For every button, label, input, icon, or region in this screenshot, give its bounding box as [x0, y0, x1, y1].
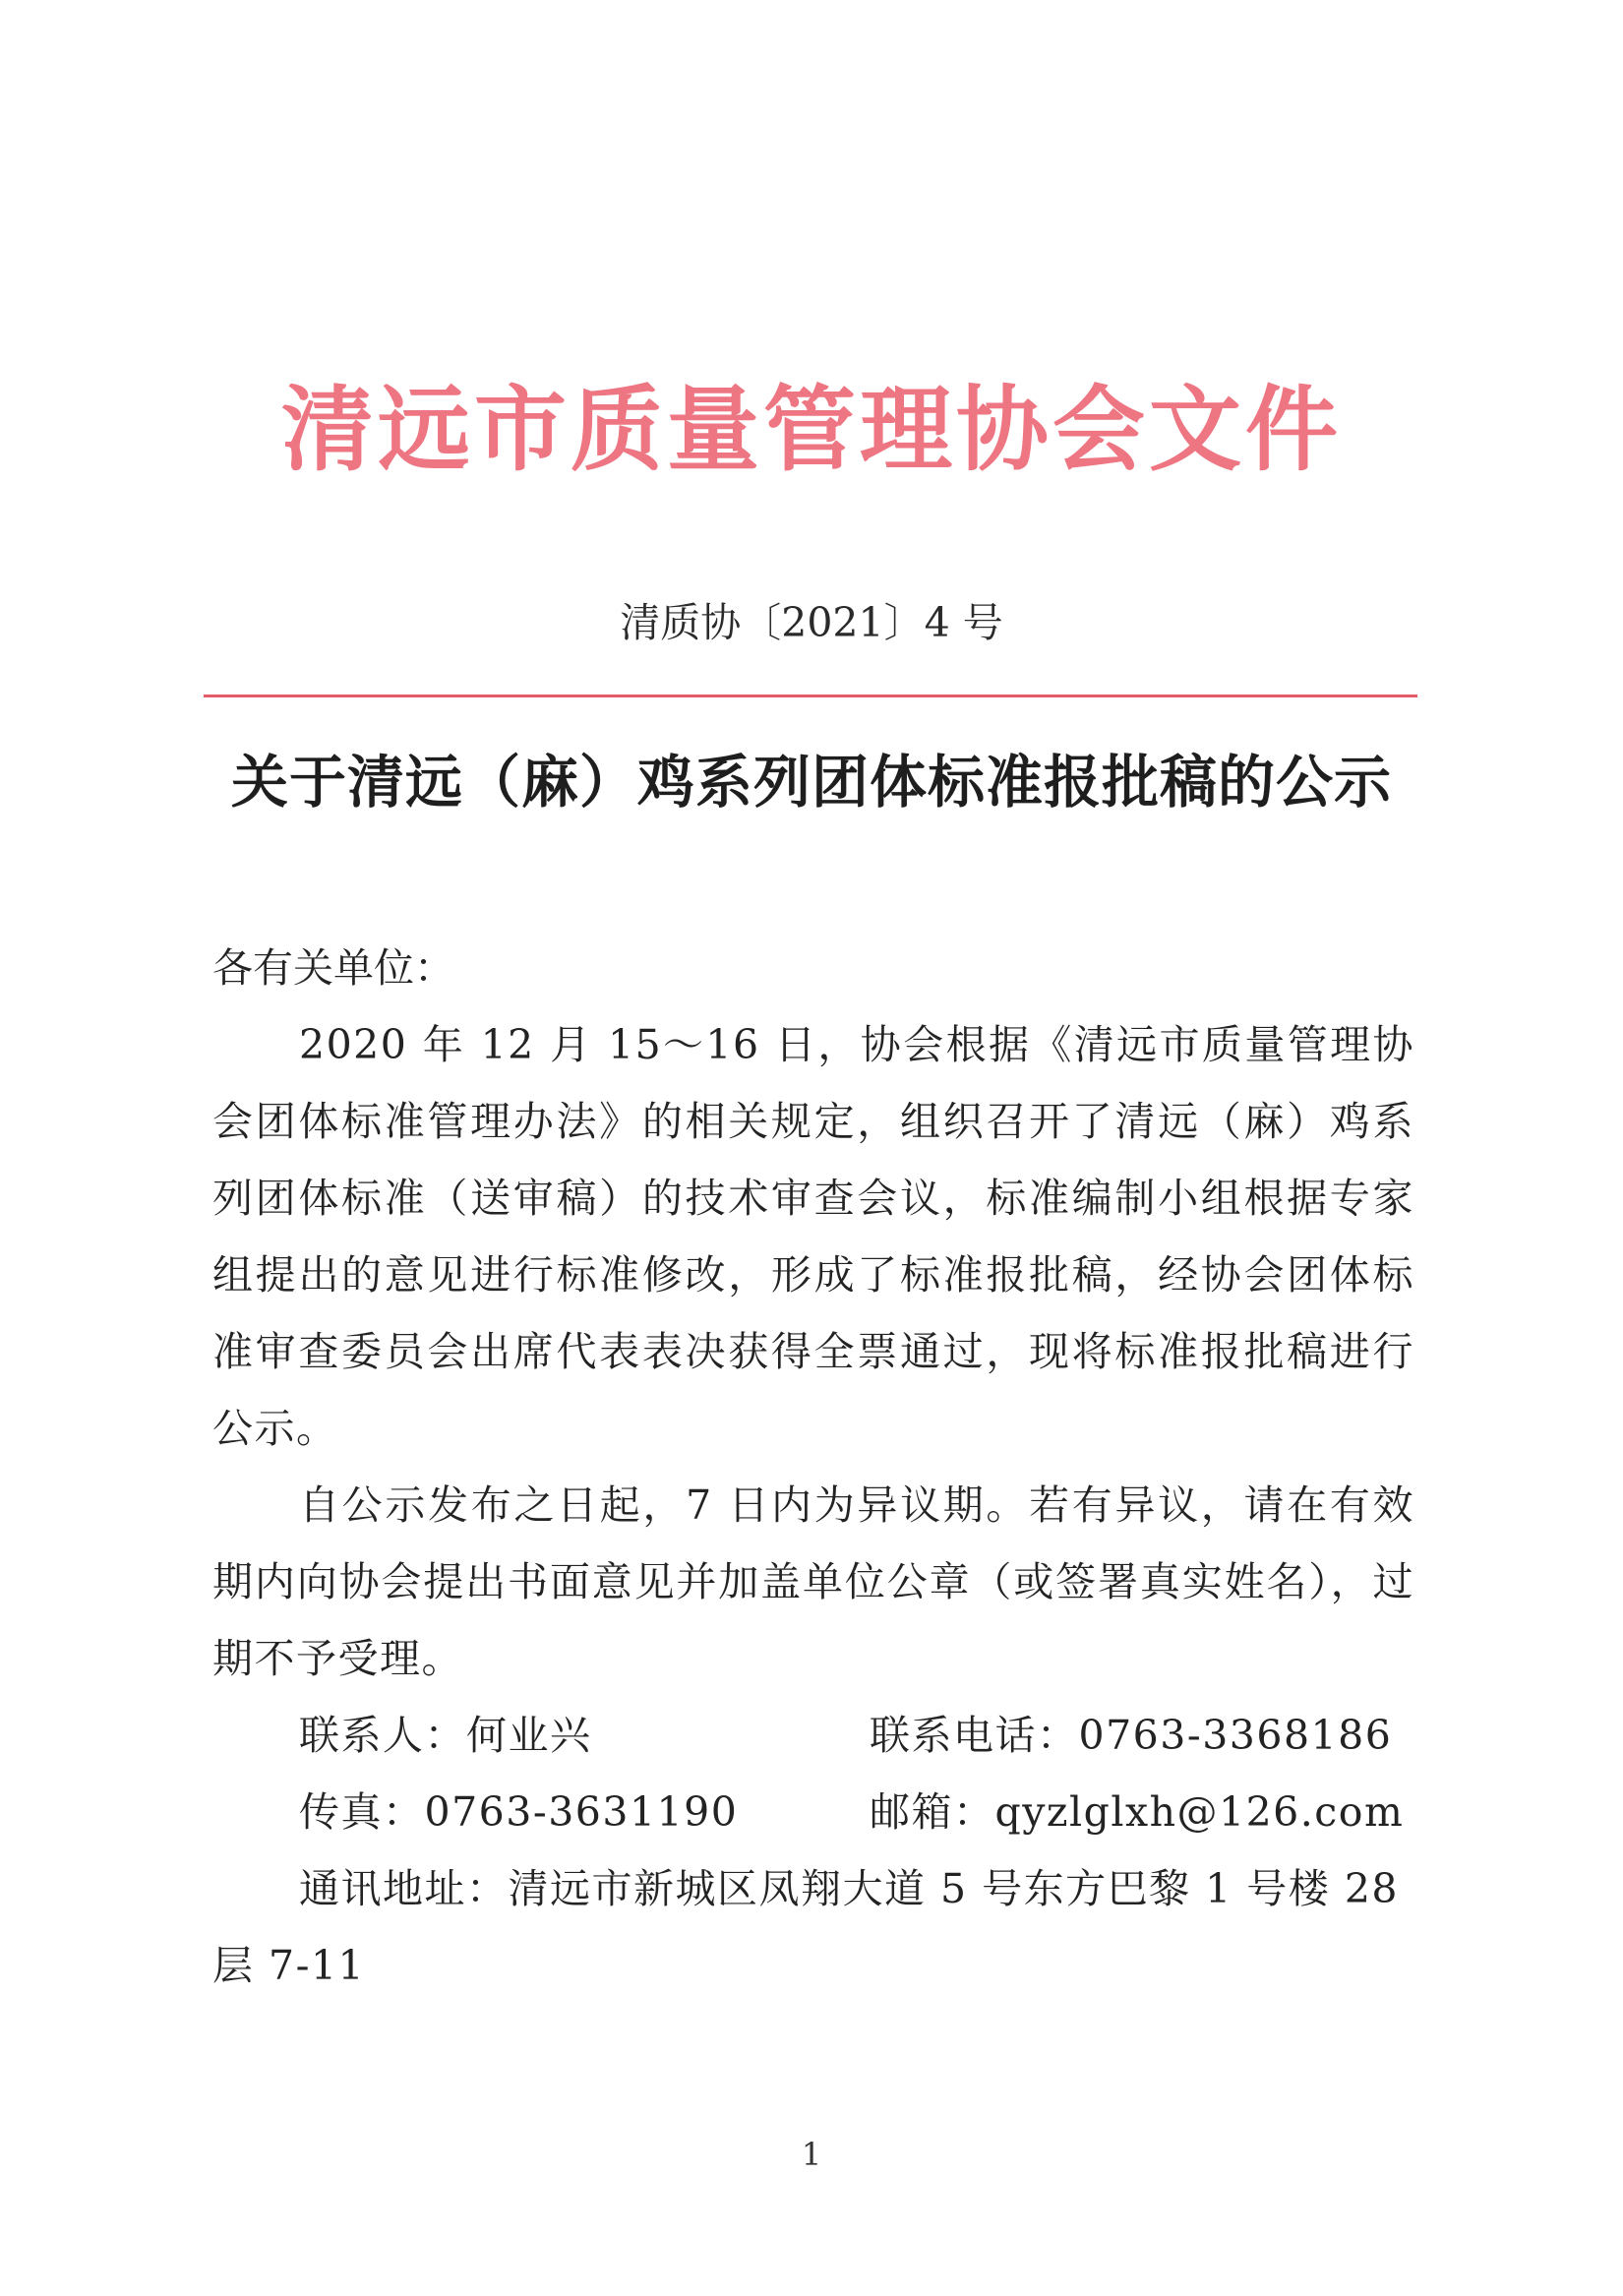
body-paragraph-1: 2020 年 12 月 15～16 日，协会根据《清远市质量管理协会团体标准管理办法》的相关规定，组织召开了清远（麻）鸡系列团体标准（送审稿）的技术审查会议，标准编制小组根据专家组提出的意见进行标准修改，形成了标准报批稿，经协会团体标准审查委员会出席代表表决获得全票通过，现将标准报批稿进行公示。 — [212, 1021, 1414, 1452]
contact-person-label: 联系人： — [299, 1712, 466, 1759]
contact-phone-value: 0763-3368186 — [1078, 1712, 1393, 1759]
contact-address-value: 清远市新城区凤翔大道 5 号东方巴黎 1 号楼 28 层 7-11 — [212, 1865, 1400, 1989]
contact-email-value: qyzlglxh@126.com — [994, 1788, 1405, 1836]
contact-person-value: 何业兴 — [466, 1712, 592, 1759]
contact-fax — [299, 1774, 870, 1850]
contact-phone — [870, 1697, 1414, 1774]
body-paragraph-2: 自公示发布之日起，7 日内为异议期。若有异议，请在有效期内向协会提出书面意见并加盖单位公章（或签署真实姓名），过期不予受理。 — [212, 1481, 1414, 1682]
contact-address-label: 通讯地址： — [299, 1865, 509, 1912]
salutation: 各有关单位： — [212, 944, 454, 992]
contact-address — [212, 1850, 1414, 2004]
org-file-header: 清远市质量管理协会文件 — [280, 376, 1342, 484]
contact-fax-label: 传真： — [299, 1788, 425, 1836]
page-number: 1 — [801, 2136, 822, 2173]
contact-person — [299, 1697, 870, 1774]
header-divider — [204, 695, 1417, 697]
contact-fax-value: 0763-3631190 — [424, 1788, 739, 1836]
contact-row-1 — [212, 1697, 1414, 1774]
contact-email-label: 邮箱： — [870, 1788, 995, 1836]
document-number: 清质协〔2021〕4 号 — [620, 599, 1003, 646]
contact-row-2 — [212, 1774, 1414, 1850]
document-title: 关于清远（麻）鸡系列团体标准报批稿的公示 — [230, 749, 1392, 816]
document-body — [212, 930, 1414, 2004]
contact-email — [870, 1774, 1414, 1850]
contact-phone-label: 联系电话： — [870, 1712, 1079, 1759]
